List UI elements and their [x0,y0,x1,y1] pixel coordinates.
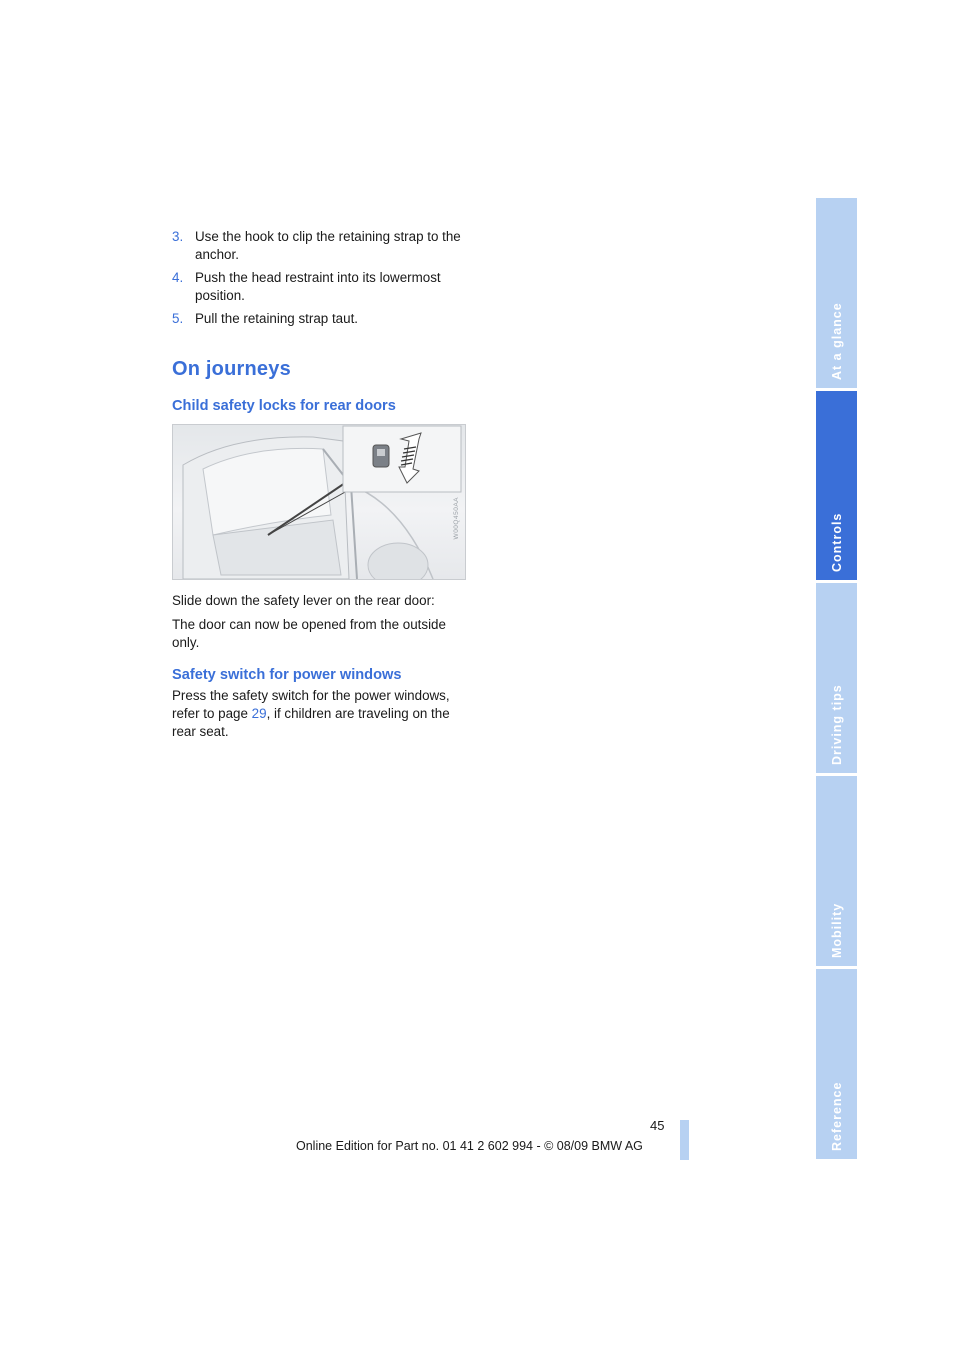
footer-bar [680,1120,689,1160]
power-windows-heading: Safety switch for power windows [172,667,402,683]
step-text: Push the head restraint into its lowermost position. [195,270,441,303]
tab-label: At a glance [829,302,844,380]
tab-at-a-glance[interactable] [816,198,857,388]
step-text: Use the hook to clip the retaining strap to the anchor. [195,229,461,262]
tab-reference[interactable] [816,969,857,1159]
child-locks-para-2: The door can now be opened from the outside only. [172,617,446,650]
child-locks-heading: Child safety locks for rear doors [172,398,396,414]
main-content [172,228,468,747]
step-5 [172,310,468,328]
car-door-drawing [173,425,465,579]
footer-text: Online Edition for Part no. 01 41 2 602 994 - © 08/09 BMW AG [296,1139,643,1153]
step-number: 4. [172,270,184,285]
power-windows-text-before: Press the safety switch for the power windows, refer to page [172,688,450,721]
page-number: 45 [650,1118,665,1133]
tab-label: Reference [829,1081,844,1151]
tab-mobility[interactable] [816,776,857,966]
rear-door-illustration [172,424,466,580]
step-text: Pull the retaining strap taut. [195,311,359,326]
chapter-tabs [816,198,857,1162]
step-number: 5. [172,311,184,326]
step-number: 3. [172,229,184,244]
power-windows-text-after: , if children are traveling on the rear seat. [172,706,450,739]
step-3 [172,228,468,264]
child-locks-para-1: Slide down the safety lever on the rear door: [172,593,435,608]
tab-label: Controls [829,512,844,572]
section-title: On journeys [172,358,291,380]
page-link-29[interactable]: 29 [251,706,267,721]
tab-driving-tips[interactable] [816,583,857,773]
tab-controls[interactable] [816,391,857,580]
figure-code: W00Q450AA [453,497,460,540]
step-4 [172,269,468,305]
tab-label: Driving tips [829,684,844,765]
tab-label: Mobility [829,902,844,958]
power-windows-text [172,687,468,741]
